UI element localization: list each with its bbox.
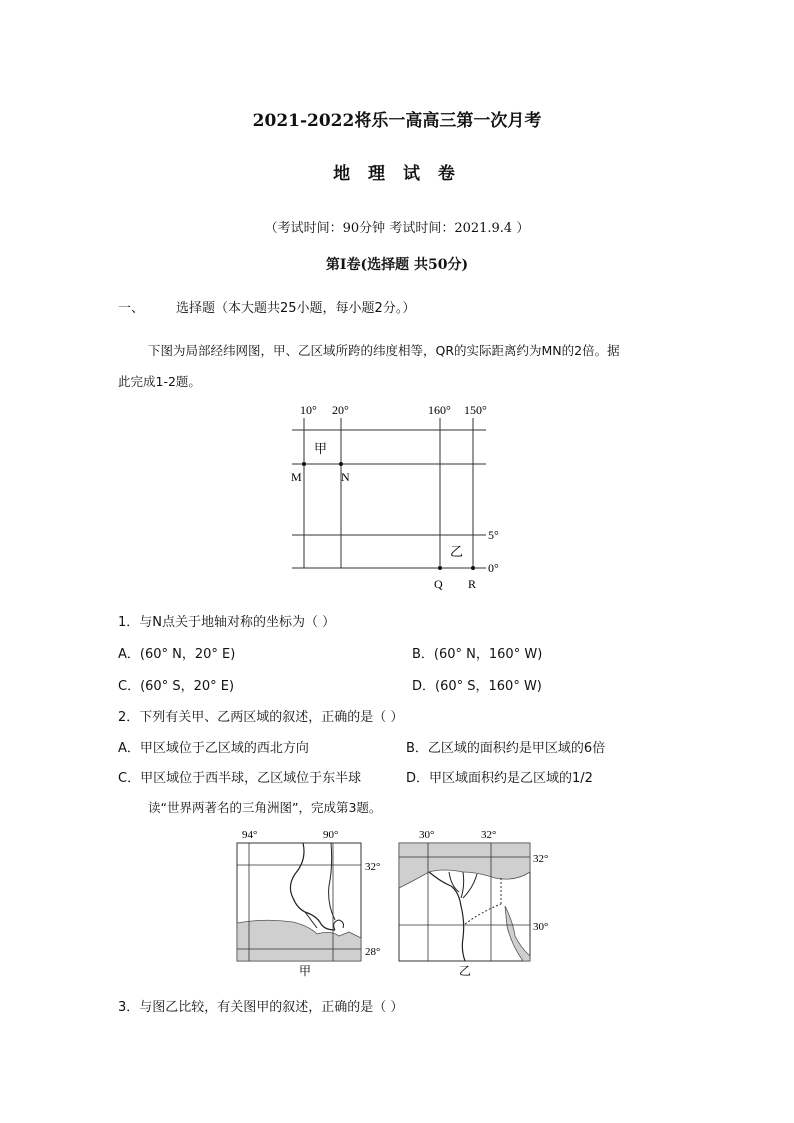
- subject-title: 地 理 试 卷: [333, 164, 461, 184]
- point-r-marker: [471, 566, 475, 570]
- point-m-label: M: [291, 470, 302, 484]
- intro-line-1: 下图为局部经纬网图，甲、乙区域所跨的纬度相等，QR的实际距离约为MN的2倍。据: [148, 343, 620, 358]
- question-2-stem: 2．下列有关甲、乙两区域的叙述，正确的是（ ）: [118, 710, 404, 725]
- lon-label-160: 160°: [428, 403, 451, 417]
- lon-label-10: 10°: [300, 403, 317, 417]
- map-b-lon-30: 30°: [419, 829, 435, 841]
- lat-long-grid-figure: [280, 398, 520, 594]
- exam-title: 2021-2022将乐一高高三第一次月考: [252, 111, 542, 131]
- delta-map-a: [237, 829, 380, 978]
- map-a-lat-28: 28°: [365, 946, 381, 958]
- map-b-lat-30: 30°: [533, 921, 549, 933]
- delta-map-b: [399, 829, 548, 978]
- point-q-label: Q: [434, 577, 443, 591]
- lon-label-150: 150°: [464, 403, 487, 417]
- map-a-lat-32: 32°: [365, 861, 381, 873]
- map-a-caption: 甲: [299, 964, 312, 978]
- exam-time-info: （考试时间：90分钟 考试时间：2021.9.4 ）: [264, 221, 530, 236]
- delta-maps-figure: [225, 826, 565, 982]
- point-r-label: R: [468, 577, 477, 591]
- map-a-lon-90: 90°: [323, 829, 339, 841]
- question-1-option-b: B．(60° N，160° W): [412, 647, 543, 662]
- region-yi-label: 乙: [450, 544, 464, 559]
- point-m-marker: [302, 462, 306, 466]
- question-2-option-d: D．甲区域面积约是乙区域的1/2: [406, 771, 593, 786]
- lat-label-5: 5°: [488, 528, 499, 542]
- map-b-lat-32: 32°: [533, 853, 549, 865]
- map-b-lon-32: 32°: [481, 829, 497, 841]
- question-1-option-a: A．(60° N，20° E): [118, 647, 236, 662]
- map-b-caption: 乙: [459, 964, 472, 978]
- point-q-marker: [438, 566, 442, 570]
- question-2-option-c: C．甲区域位于西半球，乙区域位于东半球: [118, 771, 362, 786]
- section-heading: 第Ⅰ卷(选择题 共50分): [325, 257, 469, 273]
- map-a-lon-94: 94°: [242, 829, 258, 841]
- point-n-marker: [339, 462, 343, 466]
- question-2-option-a: A．甲区域位于乙区域的西北方向: [118, 741, 309, 756]
- question-3-stem: 3．与图乙比较，有关图甲的叙述，正确的是（ ）: [118, 1000, 404, 1015]
- question-1-stem: 1．与N点关于地轴对称的坐标为（ ）: [118, 615, 336, 630]
- question-1-option-c: C．(60° S，20° E): [118, 679, 235, 694]
- part-number: 一、: [118, 301, 145, 316]
- question-1-option-d: D．(60° S，160° W): [412, 679, 542, 694]
- point-n-label: N: [341, 470, 350, 484]
- lat-label-0: 0°: [488, 561, 499, 575]
- question-3-intro: 读“世界两著名的三角洲图”，完成第3题。: [148, 800, 382, 815]
- question-2-option-b: B．乙区域的面积约是甲区域的6倍: [406, 741, 606, 756]
- intro-line-2: 此完成1-2题。: [118, 374, 201, 389]
- region-jia-label: 甲: [314, 441, 328, 456]
- lon-label-20: 20°: [332, 403, 349, 417]
- part-heading: 选择题（本大题共25小题，每小题2分。）: [176, 301, 416, 316]
